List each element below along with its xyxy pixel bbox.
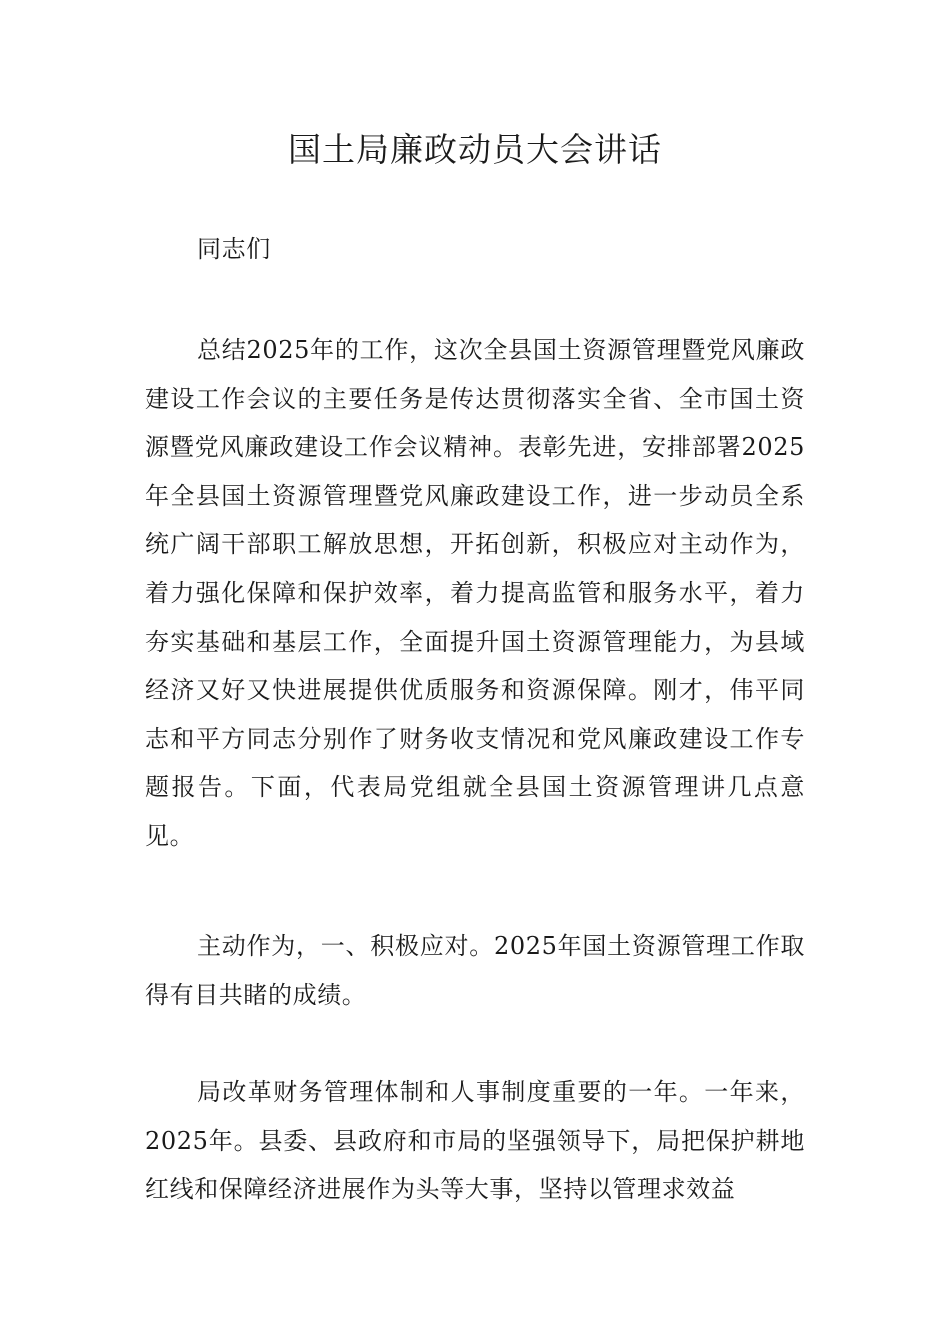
document-title: 国土局廉政动员大会讲话 xyxy=(288,130,662,169)
salutation: 同志们 xyxy=(197,235,271,263)
paragraph-intro: 总结2025年的工作，这次全县国土资源管理暨党风廉政建设工作会议的主要任务是传达贯彻落实全省、全市国土资源暨党风廉政建设工作会议精神。表彰先进，安排部署2025年全县国土资源管理暨党风廉政建设工作，进一步动员全系统广阔干部职工解放思想，开拓创新，积极应对主动作为，着力强化保障和保护效率，着力提高监管和服务水平，着力夯实基础和基层工作，全面提升国土资源管理能力，为县域经济又好又快进展提供优质服务和资源保障。刚才，伟平同志和平方同志分别作了财务收支情况和党风廉政建设工作专题报告。下面，代表局党组就全县国土资源管理讲几点意见。 xyxy=(145,336,805,850)
paragraph-review: 局改革财务管理体制和人事制度重要的一年。一年来，2025年。县委、县政府和市局的坚强领导下，局把保护耕地红线和保障经济进展作为头等大事，坚持以管理求效益 xyxy=(145,1078,805,1204)
paragraph-section-one: 主动作为，一、积极应对。2025年国土资源管理工作取得有目共睹的成绩。 xyxy=(145,932,805,1009)
